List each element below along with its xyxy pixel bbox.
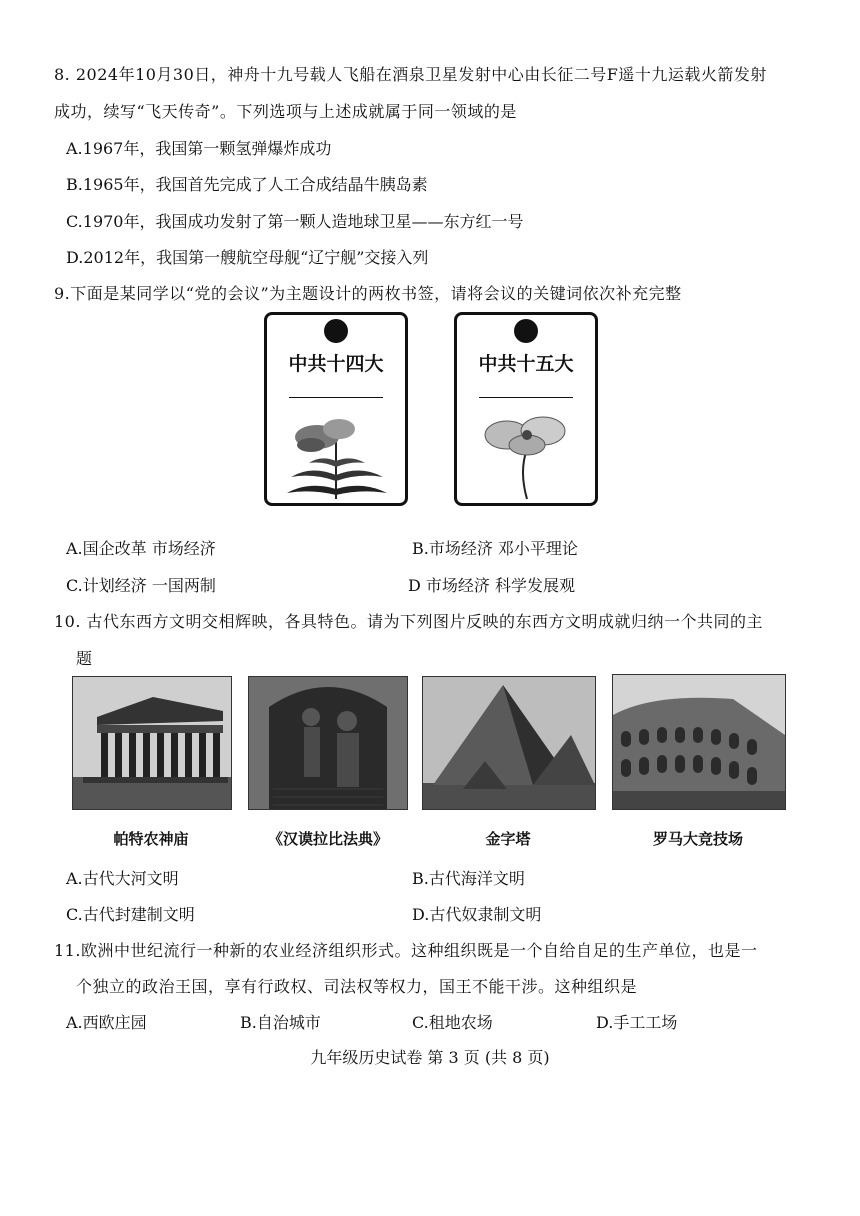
q10-option-a: A.古代大河文明 xyxy=(66,869,179,888)
q8-option-b: B.1965年，我国首先完成了人工合成结晶牛胰岛素 xyxy=(66,175,428,194)
bookmark-blank-line xyxy=(289,397,383,398)
colosseum-photo xyxy=(612,674,786,810)
q10-option-c: C.古代封建制文明 xyxy=(66,905,195,924)
q11-stem-line1: 11.欧洲中世纪流行一种新的农业经济组织形式。这种组织既是一个自给自足的生产单位，也是一 xyxy=(54,941,758,960)
pyramids-photo xyxy=(422,676,596,810)
q10-option-d: D.古代奴隶制文明 xyxy=(412,905,542,924)
caption-hammurabi-code: 《汉谟拉比法典》 xyxy=(267,830,388,848)
q10-option-b: B.古代海洋文明 xyxy=(412,869,525,888)
q8-option-c: C.1970年，我国成功发射了第一颗人造地球卫星——东方红一号 xyxy=(66,212,524,231)
q9-stem: 9.下面是某同学以“党的会议”为主题设计的两枚书签，请将会议的关键词依次补充完整 xyxy=(54,284,682,303)
q11-option-d: D.手工工场 xyxy=(596,1013,678,1032)
bookmark-hole-icon xyxy=(514,319,538,343)
bookmark-blank-line xyxy=(479,397,573,398)
q11-option-a: A.西欧庄园 xyxy=(66,1013,147,1032)
parthenon-photo xyxy=(72,676,232,810)
q9-option-d: D 市场经济 科学发展观 xyxy=(408,576,576,595)
q10-stem-line1: 10. 古代东西方文明交相辉映，各具特色。请为下列图片反映的东西方文明成就归纳一个共同的主 xyxy=(54,612,764,631)
page-footer: 九年级历史试卷 第 3 页 (共 8 页) xyxy=(310,1048,550,1067)
q11-option-c: C.租地农场 xyxy=(412,1013,493,1032)
q9-option-c: C.计划经济 一国两制 xyxy=(66,576,216,595)
caption-parthenon: 帕特农神庙 xyxy=(113,830,189,848)
q8-option-a: A.1967年，我国第一颗氢弹爆炸成功 xyxy=(66,139,332,158)
bookmark-14th-congress xyxy=(264,312,408,506)
bookmark-15th-congress xyxy=(454,312,598,506)
caption-colosseum: 罗马大竞技场 xyxy=(652,830,743,848)
hammurabi-code-photo xyxy=(248,676,408,810)
q11-option-b: B.自治城市 xyxy=(240,1013,321,1032)
flower-icon xyxy=(471,411,581,501)
bookmark-title: 中共十五大 xyxy=(478,353,574,375)
q9-option-a: A.国企改革 市场经济 xyxy=(66,539,216,558)
bookmark-title: 中共十四大 xyxy=(288,353,384,375)
q8-stem-line1: 8. 2024年10月30日，神舟十九号载人飞船在酒泉卫星发射中心由长征二号F遥十九运载火箭发射 xyxy=(54,65,767,84)
q8-stem-line2: 成功，续写“飞天传奇”。下列选项与上述成就属于同一领域的是 xyxy=(54,102,517,121)
bookmark-hole-icon xyxy=(324,319,348,343)
q8-option-d: D.2012年，我国第一艘航空母舰“辽宁舰”交接入列 xyxy=(66,248,429,267)
flower-plant-icon xyxy=(281,415,391,499)
caption-pyramids: 金字塔 xyxy=(485,830,531,848)
q9-option-b: B.市场经济 邓小平理论 xyxy=(412,539,578,558)
q10-stem-line2: 题 xyxy=(76,649,93,668)
q11-stem-line2: 个独立的政治王国，享有行政权、司法权等权力，国王不能干涉。这种组织是 xyxy=(76,977,638,996)
